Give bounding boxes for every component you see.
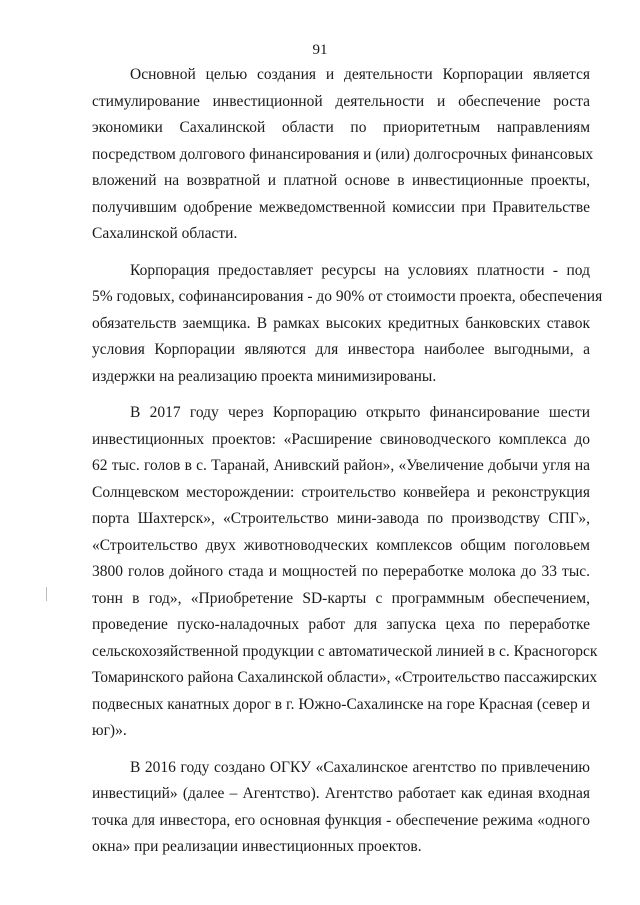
text-line: 5% годовых, софинансирования - до 90% от стоимости проекта, обеспечения bbox=[92, 288, 603, 305]
text-line: окна» при реализации инвестиционных проектов. bbox=[92, 838, 422, 855]
text-line: вложений на возвратной и платной основе в инвестиционные проекты, bbox=[92, 172, 590, 189]
paragraph-agency bbox=[92, 755, 590, 861]
text-line: юг)». bbox=[92, 722, 127, 739]
text-line: В 2016 году создано ОГКУ «Сахалинское агентство по привлечению bbox=[130, 758, 590, 776]
text-line: Сахалинской области. bbox=[92, 225, 238, 242]
text-line: стимулирование инвестиционной деятельности и обеспечение роста bbox=[92, 92, 590, 110]
text-line: Корпорация предоставляет ресурсы на условиях платности - под bbox=[130, 261, 590, 279]
text-line: проведение пуско-наладочных работ для запуска цеха по переработке bbox=[92, 616, 590, 633]
text-line: инвестиционных проектов: «Расширение свиноводческого комплекса до bbox=[92, 430, 590, 448]
text-line: обязательств заемщика. В рамках высоких кредитных банковских ставок bbox=[92, 314, 590, 332]
text-line: точка для инвестора, его основная функция - обеспечение режима «одного bbox=[92, 811, 590, 829]
margin-mark bbox=[46, 587, 47, 601]
text-line: Томаринского района Сахалинской области», «Строительство пассажирских bbox=[92, 669, 598, 686]
text-line: Основной целью создания и деятельности Корпорации является bbox=[130, 66, 590, 83]
text-line: подвесных канатных дорог в г. Южно-Сахалинске на горе Красная (север и bbox=[92, 695, 590, 713]
text-line: экономики Сахалинской области по приоритетным направлениям bbox=[92, 119, 590, 136]
paragraph-2017-projects bbox=[92, 400, 598, 745]
text-line: сельскохозяйственной продукции с автоматической линией в с. Красногорск bbox=[92, 642, 598, 660]
text-line: «Строительство двух животноводческих комплексов общим поголовьем bbox=[92, 536, 590, 554]
body-text bbox=[92, 62, 603, 871]
text-line: 62 тыс. голов в с. Таранай, Анивский район», «Увеличение добычи угля на bbox=[92, 457, 590, 474]
text-line: порта Шахтерск», «Строительство мини-завода по производству СПГ», bbox=[92, 510, 590, 527]
text-line: тонн в год», «Приобретение SD-карты с программным обеспечением, bbox=[92, 589, 590, 607]
text-line: Солнцевском месторождении: строительство конвейера и реконструкция bbox=[92, 483, 590, 501]
text-line: В 2017 году через Корпорацию открыто финансирование шести bbox=[130, 404, 590, 421]
paragraph-corporation-goal bbox=[92, 62, 594, 248]
text-line: инвестиций» (далее – Агентство). Агентство работает как единая входная bbox=[92, 785, 590, 802]
text-line: получившим одобрение межведомственной комиссии при Правительстве bbox=[92, 198, 590, 216]
text-line: посредством долгового финансирования и (или) долгосрочных финансовых bbox=[92, 145, 594, 163]
text-line: 3800 голов дойного стада и мощностей по переработке молока до 33 тыс. bbox=[92, 563, 590, 580]
page-number: 91 bbox=[312, 42, 328, 58]
text-line: издержки на реализацию проекта минимизированы. bbox=[92, 367, 437, 385]
paragraph-corporation-terms bbox=[92, 258, 603, 391]
text-line: условия Корпорации являются для инвестора наиболее выгодными, а bbox=[92, 341, 590, 358]
